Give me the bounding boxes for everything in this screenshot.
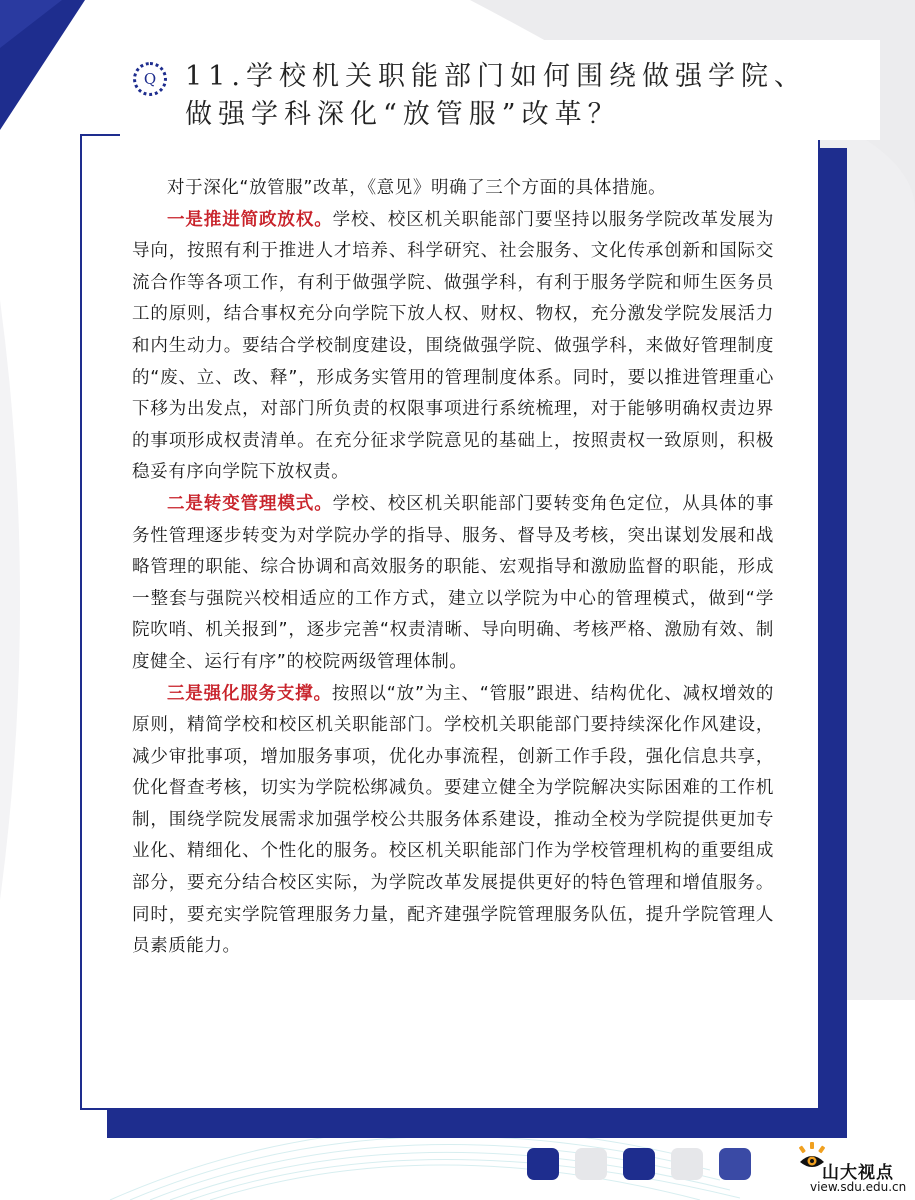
section-heading-1: 一是推进简政放权。 xyxy=(167,209,333,230)
square-decoration xyxy=(575,1148,607,1180)
article-body xyxy=(132,173,774,963)
section-heading-3: 三是强化服务支撑。 xyxy=(167,683,332,704)
section-paragraph-1 xyxy=(132,205,774,489)
logo-name: 山大视点 xyxy=(822,1163,894,1183)
square-decoration xyxy=(527,1148,559,1180)
page-title xyxy=(185,58,865,134)
corner-triangle-highlight xyxy=(0,0,80,70)
section-paragraph-2 xyxy=(132,489,774,679)
section-paragraph-3 xyxy=(132,679,774,963)
logo-url: view.sdu.edu.cn xyxy=(810,1180,907,1194)
title-line-1: 11.学校机关职能部门如何围绕做强学院、 xyxy=(185,61,807,92)
section-text-2: 学校、校区机关职能部门要转变角色定位，从具体的事务性管理逐步转变为对学院办学的指导、服务、督导及考核，突出谋划发展和战略管理的职能、综合协调和高效服务的职能、宏观指导和激励监督的职能，形成一整套与强院兴校相适应的工作方式，建立以学院为中心的管理模式，做到“学院吹哨、机关报到”，逐步完善“权责清晰、导向明确、考核严格、激励有效、制度健全、运行有序”的校院两级管理体制。 xyxy=(132,493,774,672)
decorative-squares xyxy=(527,1148,751,1180)
section-heading-2: 二是转变管理模式。 xyxy=(167,493,333,514)
section-text-1: 学校、校区机关职能部门要坚持以服务学院改革发展为导向，按照有利于推进人才培养、科学研究、社会服务、文化传承创新和国际交流合作等各项工作，有利于做强学院、做强学科，有利于服务学院和师生医务员工的原则，结合事权充分向学院下放人权、财权、物权，充分激发学院发展活力和内生动力。要结合学校制度建设，围绕做强学院、做强学科，来做好管理制度的“废、立、改、释”，形成务实管用的管理制度体系。同时，要以推进管理重心下移为出发点，对部门所负责的权限事项进行系统梳理，对于能够明确权责边界的事项形成权责清单。在充分征求学院意见的基础上，按照责权一致原则，积极稳妥有序向学院下放权责。 xyxy=(132,209,774,483)
title-line-2: 做强学科深化“放管服”改革？ xyxy=(185,99,621,130)
square-decoration xyxy=(719,1148,751,1180)
intro-paragraph: 对于深化“放管服”改革，《意见》明确了三个方面的具体措施。 xyxy=(167,178,667,198)
square-decoration xyxy=(623,1148,655,1180)
question-badge: Q xyxy=(133,62,167,96)
section-text-3: 按照以“放”为主、“管服”跟进、结构优化、减权增效的原则，精简学校和校区机关职能部门。学校机关职能部门要持续深化作风建设，减少审批事项，增加服务事项，优化办事流程，创新工作手段，强化信息共享，优化督查考核，切实为学院松绑减负。要建立健全为学院解决实际困难的工作机制，围绕学院发展需求加强学校公共服务体系建设，推动全校为学院提供更加专业化、精细化、个性化的服务。校区机关职能部门作为学校管理机构的重要组成部分，要充分结合校区实际，为学院改革发展提供更好的特色管理和增值服务。同时，要充实学院管理服务力量，配齐建强学院管理服务队伍，提升学院管理人员素质能力。 xyxy=(132,683,774,957)
square-decoration xyxy=(671,1148,703,1180)
